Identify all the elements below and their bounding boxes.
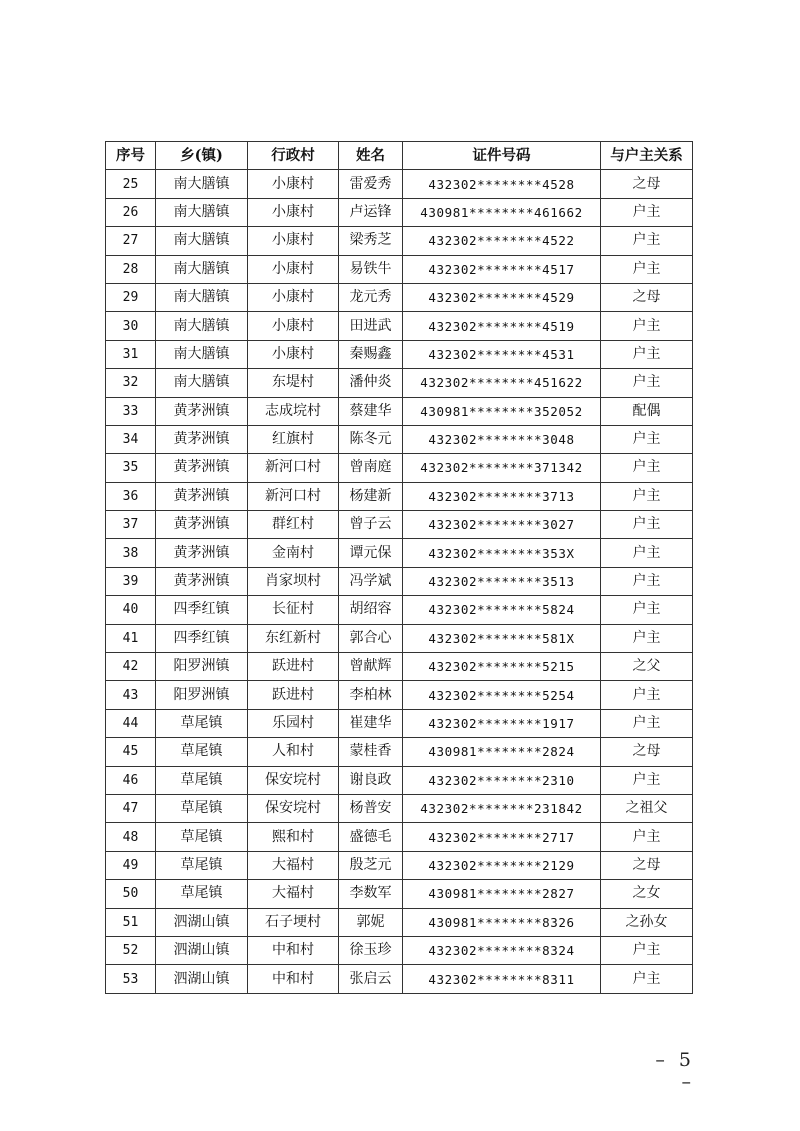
cell-village: 小康村 xyxy=(248,170,339,198)
cell-name: 谢良政 xyxy=(339,766,403,794)
cell-township: 四季红镇 xyxy=(156,596,248,624)
cell-township: 南大膳镇 xyxy=(156,369,248,397)
table-row xyxy=(106,681,693,709)
table-row xyxy=(106,539,693,567)
table-row xyxy=(106,454,693,482)
table-row xyxy=(106,283,693,311)
cell-township: 黄茅洲镇 xyxy=(156,397,248,425)
cell-relationship: 之母 xyxy=(601,170,693,198)
cell-serial-number: 28 xyxy=(106,255,156,283)
cell-relationship: 户主 xyxy=(601,567,693,595)
cell-serial-number: 32 xyxy=(106,369,156,397)
cell-id-number: 432302********3048 xyxy=(403,425,601,453)
table-row xyxy=(106,255,693,283)
cell-village: 熙和村 xyxy=(248,823,339,851)
cell-id-number: 432302********2310 xyxy=(403,766,601,794)
cell-relationship: 户主 xyxy=(601,766,693,794)
cell-village: 跃进村 xyxy=(248,681,339,709)
cell-serial-number: 51 xyxy=(106,908,156,936)
cell-id-number: 432302********4528 xyxy=(403,170,601,198)
table-row xyxy=(106,369,693,397)
cell-township: 草尾镇 xyxy=(156,766,248,794)
table-row xyxy=(106,482,693,510)
cell-id-number: 432302********3027 xyxy=(403,511,601,539)
cell-township: 黄茅洲镇 xyxy=(156,482,248,510)
cell-township: 南大膳镇 xyxy=(156,255,248,283)
cell-township: 黄茅洲镇 xyxy=(156,454,248,482)
cell-village: 保安垸村 xyxy=(248,766,339,794)
cell-serial-number: 42 xyxy=(106,653,156,681)
cell-township: 南大膳镇 xyxy=(156,170,248,198)
table-row xyxy=(106,936,693,964)
cell-serial-number: 38 xyxy=(106,539,156,567)
cell-relationship: 户主 xyxy=(601,965,693,993)
cell-name: 徐玉珍 xyxy=(339,936,403,964)
header-name: 姓名 xyxy=(339,142,403,170)
cell-township: 南大膳镇 xyxy=(156,283,248,311)
cell-relationship: 户主 xyxy=(601,511,693,539)
cell-serial-number: 45 xyxy=(106,738,156,766)
cell-relationship: 户主 xyxy=(601,596,693,624)
table-row xyxy=(106,908,693,936)
table-header-row xyxy=(106,142,693,170)
cell-relationship: 户主 xyxy=(601,823,693,851)
cell-village: 人和村 xyxy=(248,738,339,766)
cell-relationship: 户主 xyxy=(601,198,693,226)
cell-id-number: 432302********581X xyxy=(403,624,601,652)
cell-village: 红旗村 xyxy=(248,425,339,453)
cell-serial-number: 44 xyxy=(106,709,156,737)
cell-id-number: 432302********8311 xyxy=(403,965,601,993)
cell-serial-number: 26 xyxy=(106,198,156,226)
table-row xyxy=(106,965,693,993)
cell-serial-number: 48 xyxy=(106,823,156,851)
record-sheet xyxy=(105,141,692,994)
cell-township: 泗湖山镇 xyxy=(156,936,248,964)
table-row xyxy=(106,567,693,595)
cell-village: 肖家坝村 xyxy=(248,567,339,595)
cell-name: 李柏林 xyxy=(339,681,403,709)
cell-relationship: 户主 xyxy=(601,454,693,482)
cell-village: 金南村 xyxy=(248,539,339,567)
cell-relationship: 之父 xyxy=(601,653,693,681)
cell-id-number: 432302********3513 xyxy=(403,567,601,595)
cell-serial-number: 46 xyxy=(106,766,156,794)
cell-township: 泗湖山镇 xyxy=(156,965,248,993)
cell-relationship: 户主 xyxy=(601,482,693,510)
cell-name: 秦赐鑫 xyxy=(339,340,403,368)
cell-relationship: 之母 xyxy=(601,851,693,879)
cell-relationship: 之祖父 xyxy=(601,794,693,822)
cell-village: 小康村 xyxy=(248,198,339,226)
cell-id-number: 432302********4529 xyxy=(403,283,601,311)
cell-village: 石子埂村 xyxy=(248,908,339,936)
cell-relationship: 之母 xyxy=(601,283,693,311)
cell-name: 蒙桂香 xyxy=(339,738,403,766)
cell-serial-number: 30 xyxy=(106,312,156,340)
cell-township: 泗湖山镇 xyxy=(156,908,248,936)
table-row xyxy=(106,312,693,340)
cell-name: 蔡建华 xyxy=(339,397,403,425)
cell-village: 小康村 xyxy=(248,227,339,255)
cell-id-number: 432302********2129 xyxy=(403,851,601,879)
table-row xyxy=(106,851,693,879)
cell-serial-number: 47 xyxy=(106,794,156,822)
cell-serial-number: 37 xyxy=(106,511,156,539)
header-serial-number: 序号 xyxy=(106,142,156,170)
header-id-number: 证件号码 xyxy=(403,142,601,170)
cell-name: 李数军 xyxy=(339,880,403,908)
cell-serial-number: 40 xyxy=(106,596,156,624)
cell-name: 梁秀芝 xyxy=(339,227,403,255)
cell-township: 黄茅洲镇 xyxy=(156,425,248,453)
cell-village: 小康村 xyxy=(248,255,339,283)
cell-id-number: 432302********5215 xyxy=(403,653,601,681)
table-row xyxy=(106,198,693,226)
cell-name: 龙元秀 xyxy=(339,283,403,311)
cell-village: 大福村 xyxy=(248,851,339,879)
header-village: 行政村 xyxy=(248,142,339,170)
cell-name: 曾献辉 xyxy=(339,653,403,681)
table-row xyxy=(106,397,693,425)
cell-township: 黄茅洲镇 xyxy=(156,539,248,567)
cell-township: 草尾镇 xyxy=(156,709,248,737)
cell-id-number: 432302********3713 xyxy=(403,482,601,510)
cell-id-number: 430981********2824 xyxy=(403,738,601,766)
cell-name: 曾南庭 xyxy=(339,454,403,482)
cell-relationship: 户主 xyxy=(601,539,693,567)
cell-village: 乐园村 xyxy=(248,709,339,737)
cell-serial-number: 33 xyxy=(106,397,156,425)
cell-township: 南大膳镇 xyxy=(156,340,248,368)
table-row xyxy=(106,709,693,737)
cell-name: 谭元保 xyxy=(339,539,403,567)
cell-township: 阳罗洲镇 xyxy=(156,653,248,681)
table-row xyxy=(106,823,693,851)
table-row xyxy=(106,738,693,766)
cell-serial-number: 31 xyxy=(106,340,156,368)
cell-id-number: 432302********5824 xyxy=(403,596,601,624)
cell-village: 中和村 xyxy=(248,965,339,993)
cell-name: 卢运锋 xyxy=(339,198,403,226)
cell-id-number: 432302********4517 xyxy=(403,255,601,283)
cell-name: 杨建新 xyxy=(339,482,403,510)
cell-relationship: 户主 xyxy=(601,425,693,453)
cell-township: 草尾镇 xyxy=(156,823,248,851)
cell-relationship: 户主 xyxy=(601,709,693,737)
cell-township: 阳罗洲镇 xyxy=(156,681,248,709)
cell-village: 中和村 xyxy=(248,936,339,964)
cell-township: 四季红镇 xyxy=(156,624,248,652)
cell-serial-number: 49 xyxy=(106,851,156,879)
cell-serial-number: 53 xyxy=(106,965,156,993)
cell-village: 小康村 xyxy=(248,312,339,340)
cell-village: 志成垸村 xyxy=(248,397,339,425)
table-row xyxy=(106,653,693,681)
cell-id-number: 432302********4531 xyxy=(403,340,601,368)
cell-township: 草尾镇 xyxy=(156,880,248,908)
cell-village: 小康村 xyxy=(248,283,339,311)
cell-name: 雷爱秀 xyxy=(339,170,403,198)
cell-relationship: 户主 xyxy=(601,255,693,283)
cell-relationship: 户主 xyxy=(601,681,693,709)
cell-village: 大福村 xyxy=(248,880,339,908)
cell-township: 南大膳镇 xyxy=(156,312,248,340)
table-row xyxy=(106,340,693,368)
cell-id-number: 430981********2827 xyxy=(403,880,601,908)
cell-id-number: 432302********353X xyxy=(403,539,601,567)
cell-name: 殷芝元 xyxy=(339,851,403,879)
cell-township: 南大膳镇 xyxy=(156,227,248,255)
cell-village: 新河口村 xyxy=(248,482,339,510)
cell-serial-number: 39 xyxy=(106,567,156,595)
header-relationship: 与户主关系 xyxy=(601,142,693,170)
cell-serial-number: 43 xyxy=(106,681,156,709)
header-township: 乡(镇) xyxy=(156,142,248,170)
cell-name: 田进武 xyxy=(339,312,403,340)
cell-village: 保安垸村 xyxy=(248,794,339,822)
table-body xyxy=(106,170,693,993)
cell-name: 崔建华 xyxy=(339,709,403,737)
cell-serial-number: 25 xyxy=(106,170,156,198)
cell-serial-number: 50 xyxy=(106,880,156,908)
cell-village: 长征村 xyxy=(248,596,339,624)
cell-relationship: 户主 xyxy=(601,340,693,368)
cell-relationship: 户主 xyxy=(601,227,693,255)
cell-id-number: 432302********4519 xyxy=(403,312,601,340)
cell-village: 跃进村 xyxy=(248,653,339,681)
cell-name: 潘仲炎 xyxy=(339,369,403,397)
cell-id-number: 432302********8324 xyxy=(403,936,601,964)
table-row xyxy=(106,766,693,794)
cell-relationship: 户主 xyxy=(601,936,693,964)
cell-id-number: 432302********2717 xyxy=(403,823,601,851)
table-row xyxy=(106,511,693,539)
cell-id-number: 430981********352052 xyxy=(403,397,601,425)
cell-serial-number: 52 xyxy=(106,936,156,964)
cell-relationship: 户主 xyxy=(601,624,693,652)
cell-name: 胡绍容 xyxy=(339,596,403,624)
cell-village: 新河口村 xyxy=(248,454,339,482)
cell-name: 曾子云 xyxy=(339,511,403,539)
cell-village: 东红新村 xyxy=(248,624,339,652)
table-row xyxy=(106,596,693,624)
cell-name: 郭妮 xyxy=(339,908,403,936)
cell-relationship: 配偶 xyxy=(601,397,693,425)
cell-name: 盛德毛 xyxy=(339,823,403,851)
cell-name: 张启云 xyxy=(339,965,403,993)
cell-id-number: 430981********8326 xyxy=(403,908,601,936)
cell-township: 南大膳镇 xyxy=(156,198,248,226)
table-row xyxy=(106,425,693,453)
cell-name: 郭合心 xyxy=(339,624,403,652)
cell-township: 草尾镇 xyxy=(156,738,248,766)
cell-village: 小康村 xyxy=(248,340,339,368)
cell-id-number: 432302********4522 xyxy=(403,227,601,255)
cell-serial-number: 36 xyxy=(106,482,156,510)
table-row xyxy=(106,794,693,822)
cell-township: 草尾镇 xyxy=(156,794,248,822)
page-number: – 5 – xyxy=(655,1049,695,1093)
cell-township: 草尾镇 xyxy=(156,851,248,879)
table-row xyxy=(106,170,693,198)
cell-id-number: 432302********231842 xyxy=(403,794,601,822)
cell-serial-number: 41 xyxy=(106,624,156,652)
cell-serial-number: 29 xyxy=(106,283,156,311)
records-table xyxy=(105,141,693,994)
cell-relationship: 户主 xyxy=(601,369,693,397)
cell-relationship: 之孙女 xyxy=(601,908,693,936)
cell-name: 陈冬元 xyxy=(339,425,403,453)
cell-village: 群红村 xyxy=(248,511,339,539)
cell-serial-number: 27 xyxy=(106,227,156,255)
cell-village: 东堤村 xyxy=(248,369,339,397)
cell-id-number: 432302********1917 xyxy=(403,709,601,737)
cell-id-number: 430981********461662 xyxy=(403,198,601,226)
cell-relationship: 之母 xyxy=(601,738,693,766)
cell-township: 黄茅洲镇 xyxy=(156,511,248,539)
cell-id-number: 432302********5254 xyxy=(403,681,601,709)
cell-id-number: 432302********451622 xyxy=(403,369,601,397)
cell-township: 黄茅洲镇 xyxy=(156,567,248,595)
cell-relationship: 之女 xyxy=(601,880,693,908)
cell-relationship: 户主 xyxy=(601,312,693,340)
table-row xyxy=(106,227,693,255)
cell-name: 冯学斌 xyxy=(339,567,403,595)
cell-name: 杨普安 xyxy=(339,794,403,822)
cell-serial-number: 34 xyxy=(106,425,156,453)
table-row xyxy=(106,880,693,908)
cell-name: 易铁牛 xyxy=(339,255,403,283)
table-row xyxy=(106,624,693,652)
cell-serial-number: 35 xyxy=(106,454,156,482)
cell-id-number: 432302********371342 xyxy=(403,454,601,482)
